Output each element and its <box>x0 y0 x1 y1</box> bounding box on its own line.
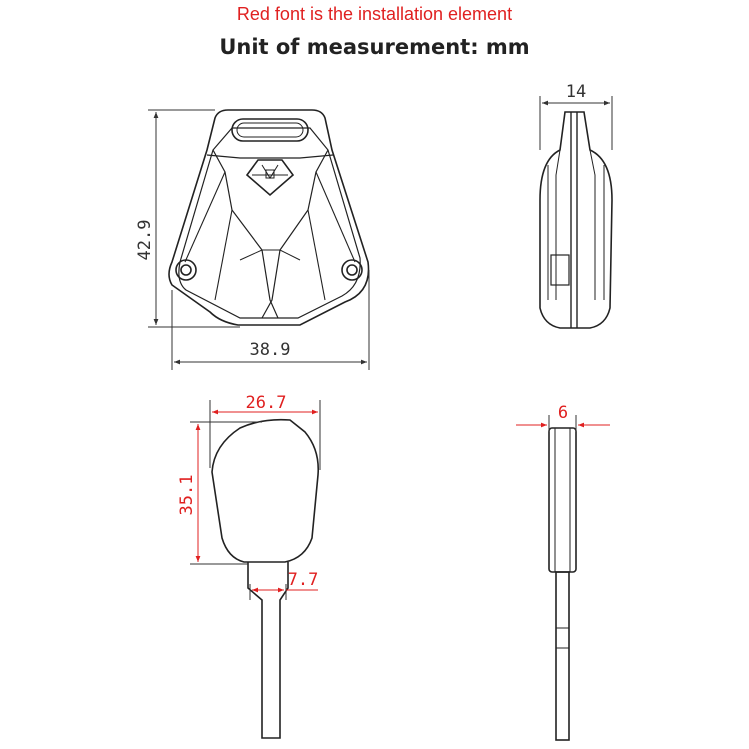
cover-front-view <box>169 110 369 325</box>
blank-head-width-label: 26.7 <box>245 393 287 413</box>
cover-thickness-dimension <box>540 96 612 150</box>
measurement-unit-title: Unit of measurement: mm <box>219 35 530 59</box>
blank-head-height-dimension <box>190 422 262 564</box>
cover-side-view <box>540 112 612 328</box>
blank-thickness-label: 6 <box>557 403 569 423</box>
cover-thickness-label: 14 <box>565 82 587 102</box>
blade-width-label: 7.7 <box>287 570 319 590</box>
blank-head-height-label: 35.1 <box>177 474 197 516</box>
cover-width-label: 38.9 <box>249 340 291 360</box>
installation-note: Red font is the installation element <box>236 4 513 24</box>
cover-height-label: 42.9 <box>135 219 155 261</box>
blank-side-view <box>549 428 576 740</box>
